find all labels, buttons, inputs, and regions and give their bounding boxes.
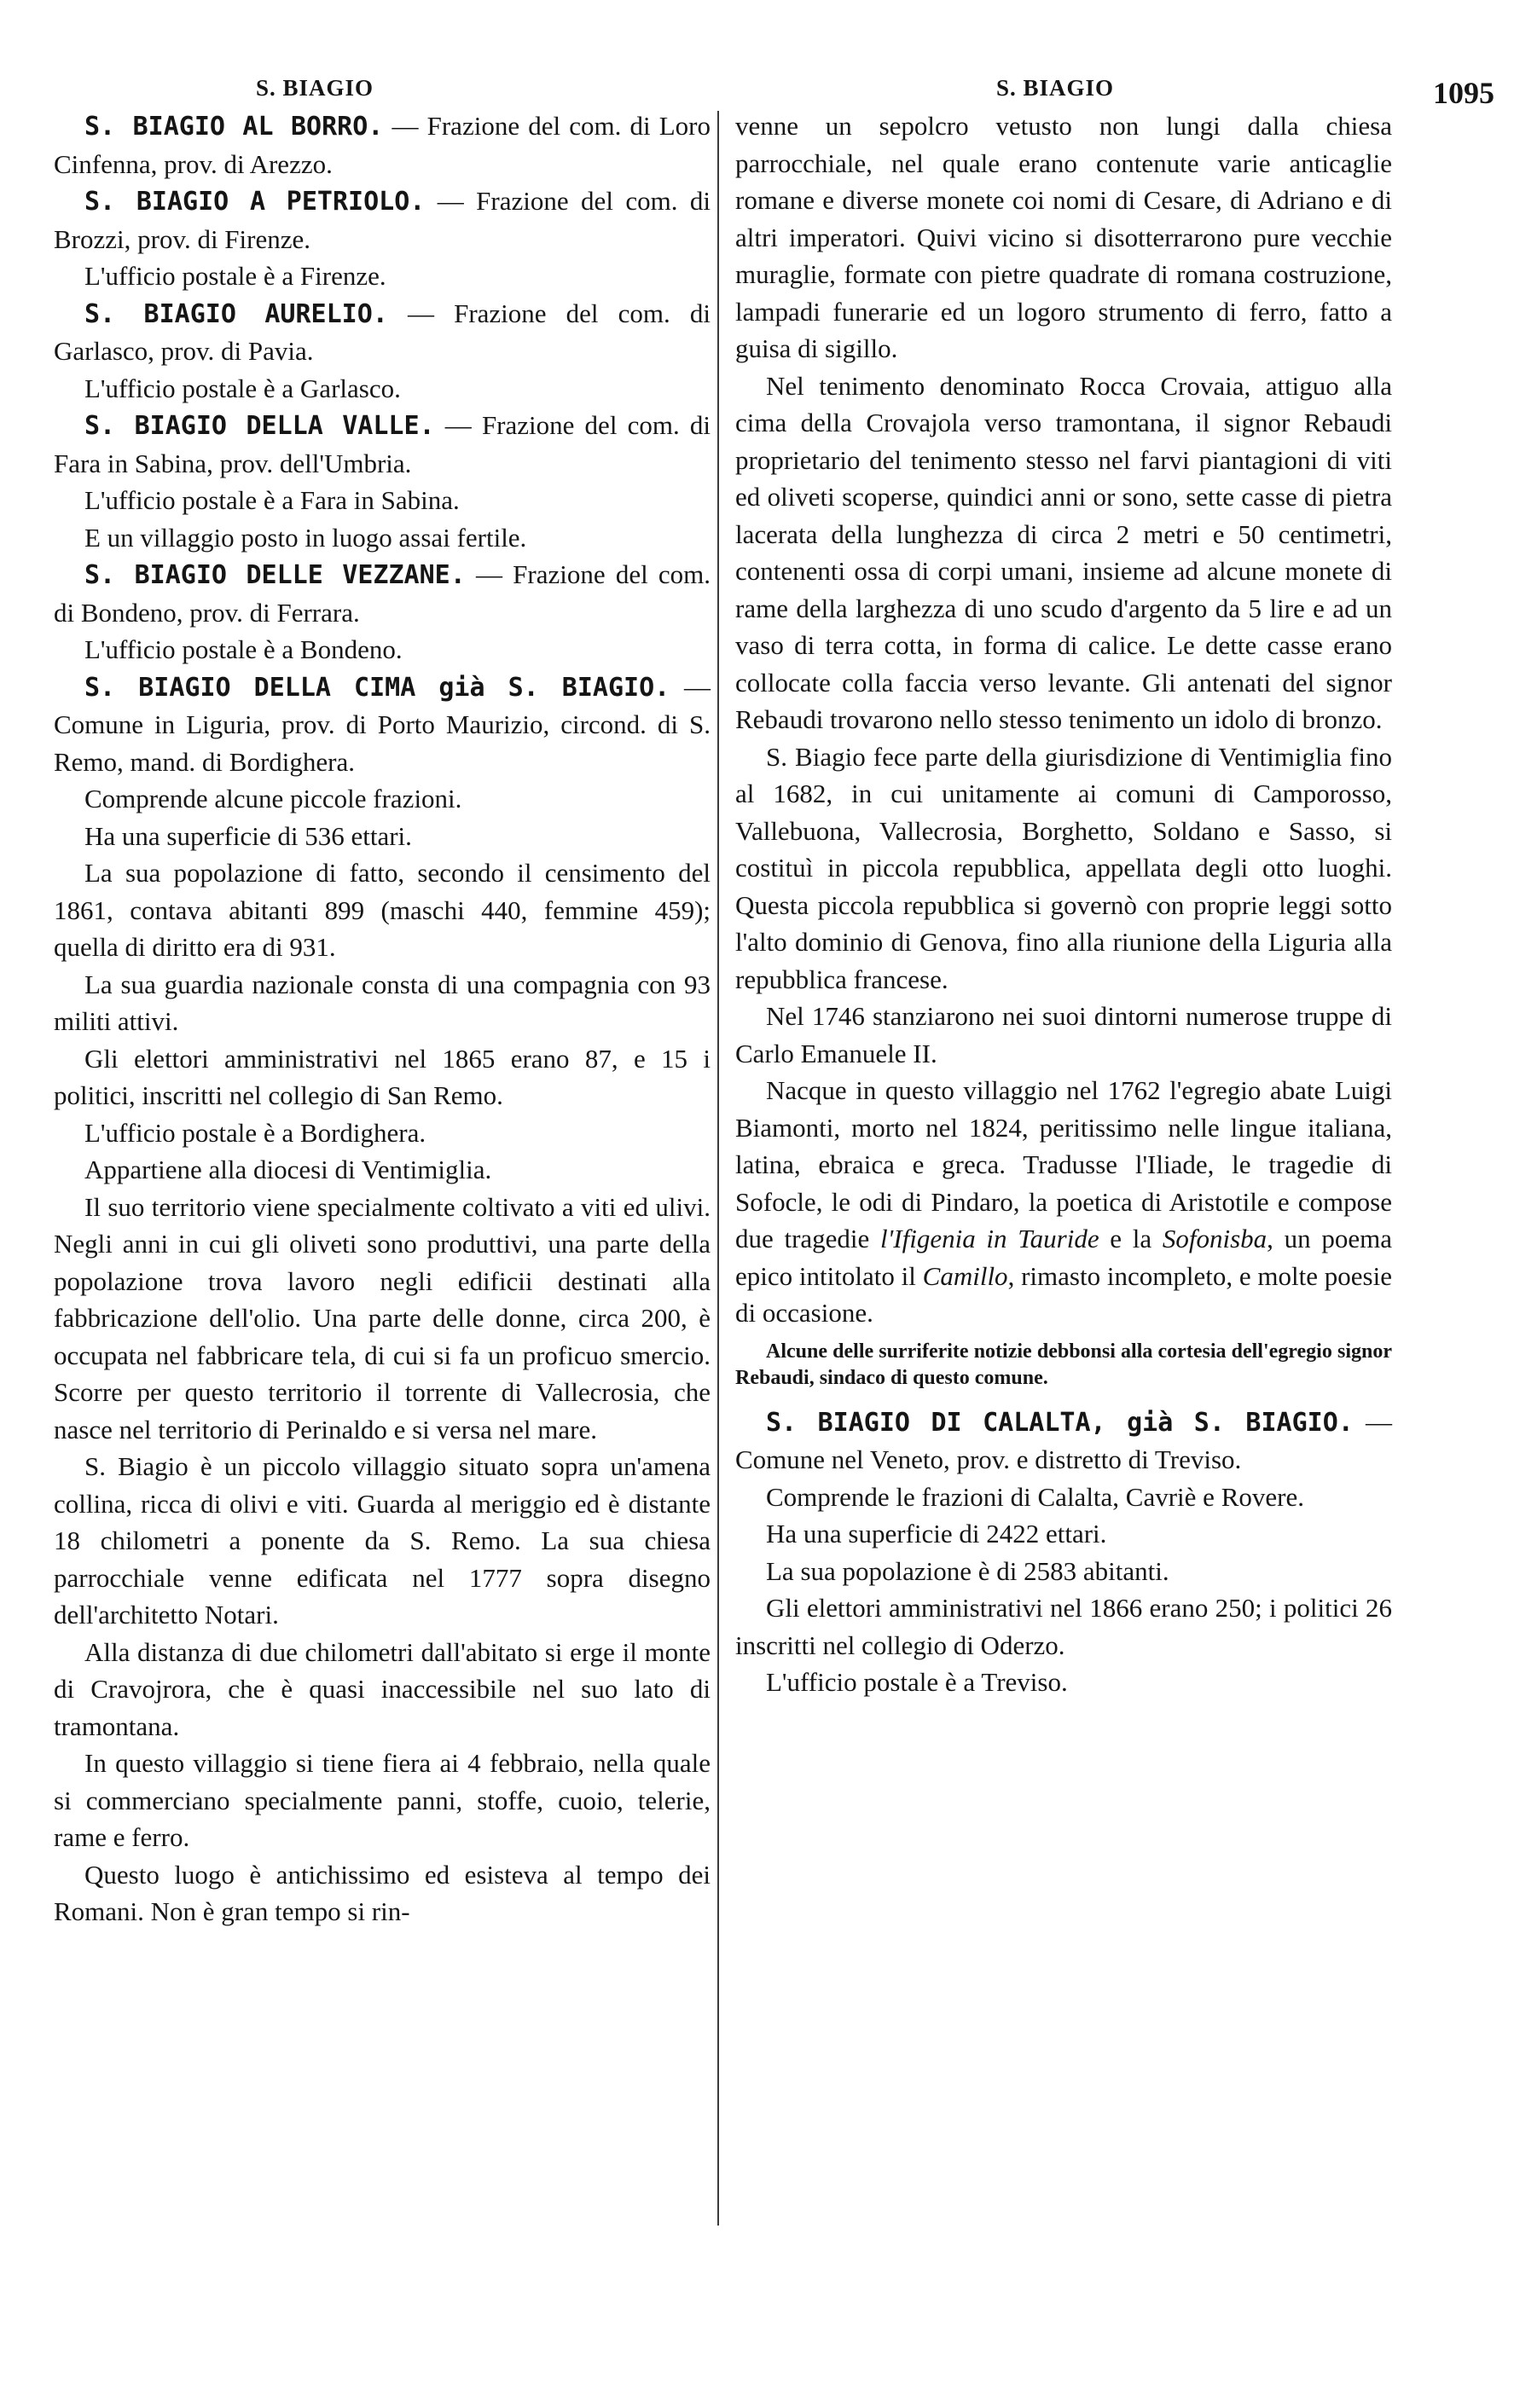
- gazetteer-entry: [54, 556, 711, 631]
- paragraph: S. Biagio è un piccolo villaggio situato sopra un'amena collina, ricca di olivi e viti. Guarda al meriggio ed è distante 18 chilometri a ponente da S. Remo. La sua chiesa parrocchiale venne edificata nel 1777 sopra disegno dell'architetto Notari.: [54, 1451, 711, 1629]
- entry-heading: S. BIAGIO DELLE VEZZANE.: [84, 560, 466, 590]
- paragraph: Appartiene alla diocesi di Ventimiglia.: [84, 1155, 492, 1184]
- paragraph: In questo villaggio si tiene fiera ai 4 febbraio, nella quale si commerciano specialmente panni, stoffe, cuoio, telerie, rame e ferro.: [54, 1748, 711, 1852]
- running-head-right: S. BIAGIO: [996, 75, 1115, 101]
- page-number: 1095: [1433, 76, 1494, 110]
- left-column: [54, 107, 711, 1930]
- italic-title: l'Ifigenia in Tauride: [880, 1224, 1099, 1253]
- italic-title: Sofonisba: [1162, 1224, 1267, 1253]
- entry-heading: S. BIAGIO DI CALALTA, già S. BIAGIO.: [766, 1407, 1354, 1438]
- gazetteer-entry: [735, 1404, 1392, 1479]
- paragraph: L'ufficio postale è a Fara in Sabina.: [84, 485, 460, 515]
- text-run: Nacque in questo villaggio nel 1762 l'egregio abate Luigi Biamonti, morto nel 1824, peritissimo nelle lingue italiana, latina, ebraica e greca. Tradusse l'Iliade, le tragedie di Sofocle, le odi di Pindaro, la poetica di Aristotile e compose due tragedie: [735, 1075, 1392, 1253]
- paragraph: L'ufficio postale è a Firenze.: [84, 261, 386, 291]
- entry-text: — Frazione del com. di Brozzi, prov. di Firenze.: [54, 186, 711, 254]
- gazetteer-entry: [54, 407, 711, 482]
- paragraph: Questo luogo è antichissimo ed esisteva al tempo dei Romani. Non è gran tempo si rin-: [54, 1859, 711, 1926]
- running-head-left: S. BIAGIO: [256, 75, 374, 101]
- paragraph: [735, 1072, 1392, 1332]
- paragraph: La sua popolazione è di 2583 abitanti.: [766, 1555, 1169, 1586]
- paragraph: Comprende alcune piccole frazioni.: [84, 784, 462, 813]
- entry-text: — Frazione del com. di Bondeno, prov. di Ferrara.: [54, 559, 711, 628]
- text-run: , rimasto incompleto, e molte poesie di occasione.: [735, 1260, 1392, 1328]
- paragraph: Il suo territorio viene specialmente coltivato a viti ed ulivi. Negli anni in cui gli oliveti sono produttivi, una parte della popolazione trova lavoro negli edificii destinati alla fabbricazione dell'olio. Una parte delle donne, circa 200, è occupata nel fabbricare tela, di cui si fa un proficuo smercio. Scorre per questo territorio il torrente di Vallecrosia, che nasce nel territorio di Perinaldo e si versa nel mare.: [54, 1191, 711, 1444]
- text-run: , un poema epico intitolato il: [735, 1224, 1392, 1291]
- gazetteer-entry: [54, 295, 711, 370]
- paragraph: S. Biagio fece parte della giurisdizione di Ventimiglia fino al 1682, in cui unitamente ai comuni di Camporosso, Vallebuona, Vallecrosia, Borghetto, Soldano e Sasso, si costituì in piccola repubblica, appellata degli otto luoghi. Questa piccola repubblica si governò con proprie leggi sotto l'alto dominio di Genova, fino alla riunione della Liguria alla repubblica francese.: [735, 741, 1392, 994]
- entry-heading: S. BIAGIO AURELIO.: [84, 298, 388, 329]
- entry-heading: S. BIAGIO DELLA VALLE.: [84, 411, 435, 441]
- entry-text: — Comune nel Veneto, prov. e distretto di Treviso.: [735, 1406, 1393, 1474]
- gazetteer-entry: [54, 182, 711, 258]
- paragraph: Alla distanza di due chilometri dall'abitato si erge il monte di Cravojrora, che è quasi inaccessibile nel suo lato di tramontana.: [54, 1636, 711, 1741]
- paragraph: L'ufficio postale è a Bordighera.: [84, 1117, 426, 1148]
- entry-heading: S. BIAGIO DELLA CIMA già S. BIAGIO.: [84, 672, 670, 703]
- paragraph: Gli elettori amministrativi nel 1865 erano 87, e 15 i politici, inscritti nel collegio di San Remo.: [54, 1043, 711, 1110]
- entry-heading: S. BIAGIO A PETRIOLO.: [84, 187, 426, 217]
- italic-title: Camillo: [922, 1260, 1008, 1291]
- paragraph: L'ufficio postale è a Treviso.: [766, 1667, 1068, 1697]
- paragraph: Comprende le frazioni di Calalta, Cavriè e Rovere.: [766, 1481, 1304, 1512]
- entry-text: — Comune in Liguria, prov. di Porto Maurizio, circond. di S. Remo, mand. di Bordighera.: [54, 671, 711, 777]
- paragraph: L'ufficio postale è a Garlasco.: [84, 373, 401, 403]
- right-column: [735, 107, 1392, 1701]
- paragraph: Gli elettori amministrativi nel 1866 erano 250; i politici 26 inscritti nel collegio di Oderzo.: [735, 1593, 1392, 1660]
- column-divider: [717, 111, 719, 2226]
- text-run: e la: [1099, 1224, 1163, 1253]
- entry-heading: S. BIAGIO AL BORRO.: [84, 112, 384, 142]
- paragraph: Ha una superficie di 536 ettari.: [84, 820, 412, 851]
- gazetteer-entry: [54, 669, 711, 781]
- paragraph: Nel tenimento denominato Rocca Crovaia, attiguo alla cima della Crovajola verso tramontana, il signor Rebaudi proprietario del tenimento stesso nel farvi piantagioni di viti ed oliveti scoperse, quindici anni or sono, sette casse di pietra lacerata della lunghezza di circa 2 metri e 50 centimetri, contenenti ossa di corpi umani, insieme ad alcune monete di rame della larghezza di uno scudo d'argento da 5 lire e ad un vaso di terra cotta, in forma di calice. Le dette casse erano collocate colla faccia verso levante. Gli antenati del signor Rebaudi trovarono nello stesso tenimento un idolo di bronzo.: [735, 370, 1392, 734]
- paragraph: L'ufficio postale è a Bondeno.: [84, 634, 403, 664]
- paragraph-continued: venne un sepolcro vetusto non lungi dalla chiesa parrocchiale, nel quale erano contenute varie anticaglie romane e diverse monete coi nomi di Cesare, di Adriano e di altri imperatori. Quivi vicino si disotterrarono pure vecchie muraglie, formate con pietre quadrate di romana costruzione, lampadi funerarie ed un logoro strumento di ferro, fatto a guisa di sigillo.: [735, 111, 1392, 363]
- entry-text: — Frazione del com. di Loro Cinfenna, prov. di Arezzo.: [54, 111, 711, 179]
- entry-text: — Frazione del com. di Garlasco, prov. di Pavia.: [54, 298, 711, 366]
- paragraph: La sua popolazione di fatto, secondo il censimento del 1861, contava abitanti 899 (maschi 440, femmine 459); quella di diritto era di 931.: [54, 858, 711, 962]
- paragraph: Nel 1746 stanziarono nei suoi dintorni numerose truppe di Carlo Emanuele II.: [735, 1001, 1392, 1068]
- entry-text: — Frazione del com. di Fara in Sabina, prov. dell'Umbria.: [54, 410, 711, 478]
- gazetteer-entry: [54, 107, 711, 182]
- paragraph: E un villaggio posto in luogo assai fertile.: [84, 522, 527, 553]
- footnote: Alcune delle surriferite notizie debbonsi alla cortesia dell'egregio signor Rebaudi, sindaco di questo comune.: [735, 1340, 1392, 1389]
- paragraph: La sua guardia nazionale consta di una compagnia con 93 militi attivi.: [54, 969, 711, 1036]
- paragraph: Ha una superficie di 2422 ettari.: [766, 1519, 1107, 1548]
